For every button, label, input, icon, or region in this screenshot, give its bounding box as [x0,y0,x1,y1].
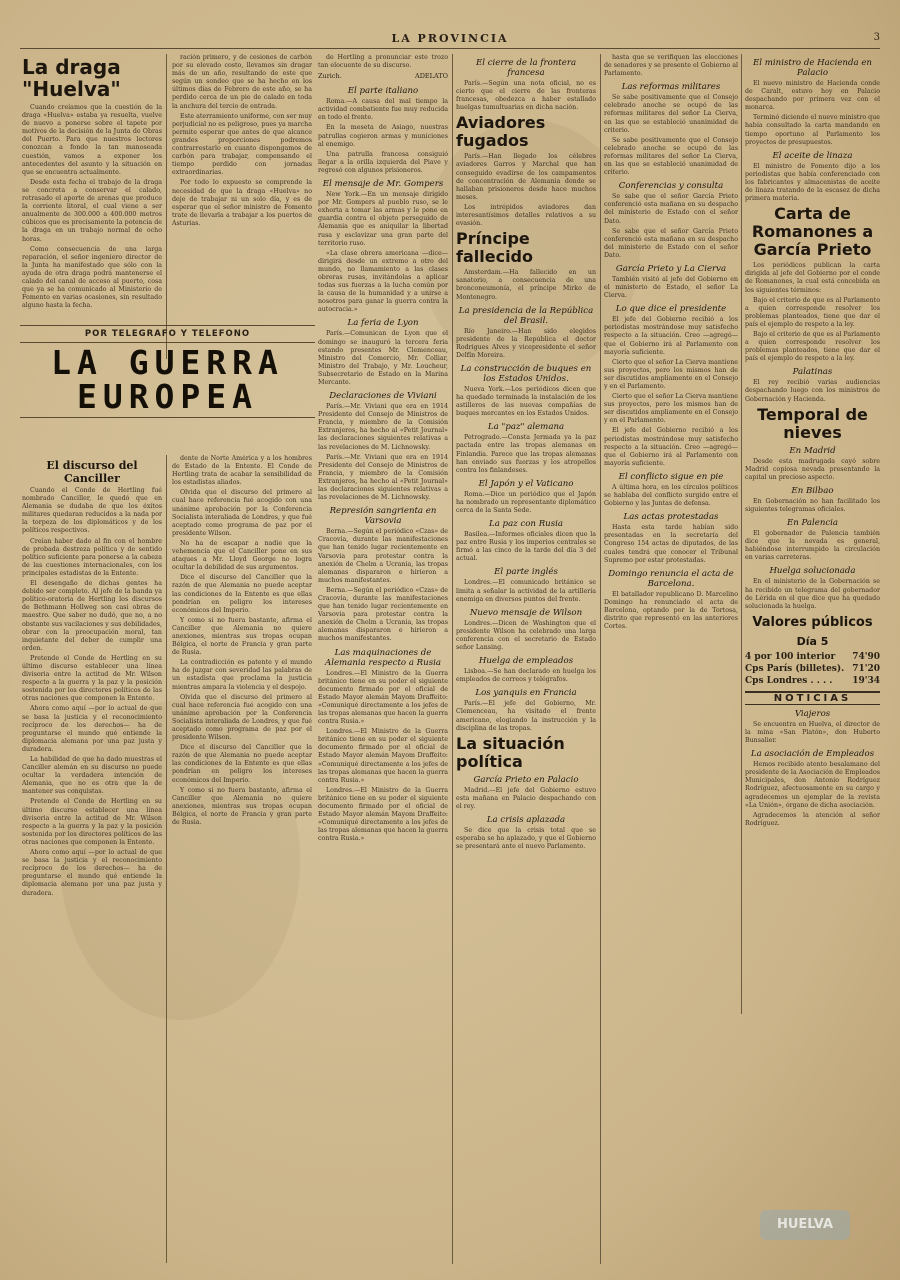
paragraph: Cierto que el señor La Cierva mantiene sus proyectos, pero los mismos han de ser discutidos ampliamente en el Consejo y en el Parlamento. [604,358,738,390]
paragraph: Desde esta madrugada cayó sobre Madrid copiosa nevada presentando la capital un precioso aspecto. [745,457,880,481]
band-deck: El discurso del Canciller [46,459,138,485]
paragraph: Se sabe positivamente que el Consejo celebrado anoche se ocupó de las reformas militares del señor La Cierva, en las que se estableció unanimidad de criterio. [604,136,738,177]
subheading: Domingo renuncia el acta de Barcelona. [608,568,734,589]
price-row [745,663,880,675]
article-draga-huelva [22,54,162,359]
paragraph: hasta que se verifiquen las elecciones de senadores y se presente el Gobierno al Parlamento. [604,54,738,78]
paragraph: Se dice que la crisis total que se esperaba se ha aplazado, y que el Gobierno se presentará ante el nuevo Parlamento. [456,826,596,851]
paragraph: En el ministerio de la Gobernación se ha recibido un telegrama del gobernador de Lérida en el que dice que ha quedado solucionada la huelga. [745,578,880,610]
subheading: La crisis aplazada [486,814,566,825]
paragraph: París.—El jefe del Gobierno, Mr. Clemenceau, ha visitado el frente americano, elogiando la instrucción y la disciplina de las tropas. [456,700,596,732]
subheading: García Prieto en Palacio [473,774,579,785]
paragraph: Roma.—Dice un periódico que el Japón ha nombrado un representante diplomático cerca de la Santa Sede. [456,490,596,514]
paragraph: Y como si no fuera bastante, afirma el Canciller que Alemania no quiere anexiones, mientras sus tropas ocupan Bélgica, el norte de Francia y gran parte de Rusia. [172,786,312,827]
subheading: El cierre de la frontera francesa [475,58,577,78]
noticias-banner: NOTICIAS [745,691,880,705]
paragraph: Se sabe que el señor García Prieto conferenció esta mañana en su despacho del ministerio de Estado con el señor Dato. [604,227,738,259]
article-draga-continued [172,54,312,359]
war-band [20,322,315,421]
subheading: El conflicto sigue en pie [618,471,724,482]
paragraph: Berna.—Según el periódico «Czas» de Cracovia, durante las manifestaciones que han tenido lugar recientemente en Varsovia para protestar contra la anexión de Chelm a Ucrania, las tropas alemanas dispararon e hirieron a muchos manifestantes. [318,528,448,584]
column-rule [741,54,742,1014]
price-value: 19'34 [852,675,880,686]
paragraph: Basilea.—Informes oficiales dicen que la paz entre Rusia y los imperios centrales se firmó a las cinco de la tarde del día 3 del actual. [456,531,596,563]
paragraph: Río Janeiro.—Han sido elegidos presidente de la República el doctor Rodrigues Alves y vicepresidente el señor Delfín Moreira. [456,327,596,359]
right-column [745,54,880,1264]
subheading: Represión sangrienta en Varsovia [329,506,437,527]
prices-title: Valores públicos [752,614,873,630]
canciller-col-right [172,455,312,1263]
subheading: El parte italiano [347,86,419,97]
band-kicker: POR TELEGRAFO Y TELEFONO [84,329,251,339]
subheading: Lo que dice el presidente [615,304,727,315]
paragraph: Olvida que el discurso del primero al cual hace referencia fué acogido con una unánime aprobación por la Conferencia Socialista interaliada de Londres, y que fué aceptado como programa de paz por el presidente Wilson. [172,693,312,742]
paragraph: Berna.—Según el periódico «Czas» de Cracovia, durante las manifestaciones que han tenido lugar recientemente en Varsovia para protestar contra la anexión de Chelm a Ucrania, las tropas alemanas dispararon e hirieron a muchos manifestantes. [318,586,448,643]
paragraph: París.—Mr. Viviani que era en 1914 Presidente del Consejo de Ministros de Francia, y miembro de la Comisión Extranjeros, ha hecho al «Petit Journal» las declaraciones siguientes relativas a las revelaciones de M. Lichnowsky. [318,403,448,451]
subheading: La paz con Rusia [489,519,563,530]
paragraph: Se sabe positivamente que el Consejo celebrado anoche se ocupó de las reformas militares del señor La Cierva, en las que se estableció unanimidad de criterio. [604,94,738,134]
dateline-row [318,72,448,80]
paragraph: El ministro de Fomento dijo a los periodistas que había conferenciado con los fabricantes y almacenistas de aceite de linaza tratando de la escasez de dicha primera materia. [745,162,880,203]
paragraph: El jefe del Gobierno recibió a los periodistas mostrándose muy satisfecho respecto a la situación. Creo —agregó— que el Gobierno irá al Parlamento con mayoría suficiente. [604,427,738,467]
paragraph: Lisboa.—Se han declarado en huelga los empleados de correos y telégrafos. [456,668,596,684]
paragraph: ración primero, y de cesiones de carbón por su elevado costo, llevamos sin dragar más de un año, resultando de este que según un sondeo que se ha hecho en los últimos días de Febrero de este año, se ha perdido cerca de un pie de calado en toda la anchura del tercio de entrada. [172,54,312,110]
subheading: Declaraciones de Viviani [329,391,437,402]
paragraph: El gobernador de Palencia también dice que la nevada es general, habiéndose interrumpido la circulación en varias carreteras. [745,530,880,562]
paragraph: Desde esta fecha el trabajo de la draga se concreta a conservar el calado, retrasado el aporte de arenas que produce la corriente litoral, el cual viene a ser anualmente de 300.000 a 400.000 metros cúbicos que es precisamente la potencia de la draga en un trabajo normal de ocho horas. [22,178,162,243]
canciller-col-left [22,455,162,1263]
prices-table [745,651,880,687]
paragraph: Los intrépidos aviadores dan interesantísimos detalles relativos a su evasión. [456,203,596,228]
paragraph: En Gobernación no han facilitado los siguientes telegramas oficiales. [745,497,880,513]
subheading: La presidencia de la República del Brasil. [458,305,594,326]
headline: La situación política [456,733,565,771]
subheading: El parte inglés [494,567,558,578]
paragraph: Creían haber dado al fin con el hombre de probada destreza política y de sentido político suficiente para ponerse a la cabeza de las cuestiones internacionales, con los principales estadistas de la Entente. [22,537,162,577]
column-rule [166,54,167,359]
paragraph: Londres.—El comunicado británico se limita a señalar la actividad de la artillería enemiga en diversos puntos del frente. [456,579,596,603]
paragraph: Hasta esta tarde habían sido presentadas en la secretaría del Congreso 154 actas de diputados, de las cuales tendrá que conocer el Tribunal Supremo por estar protestadas. [604,524,738,564]
price-value: 74'90 [852,651,880,662]
paragraph: Pretende el Conde de Hertling en su último discurso establecer una línea divisoria entre la actitud de Mr. Wilson respecto a la guerra y la paz y la posición sostenida por los directores políticos de las otras naciones que componen la Entente. [22,654,162,703]
war-news-column [318,54,448,1264]
headline: La draga "Huelva" [22,55,121,101]
masthead [20,34,880,49]
paragraph: Nueva York.—Los periódicos dicen que ha quedado terminada la instalación de los astilleros de las nuevas compañías de buques mercantes en los Estados Unidos. [456,385,596,418]
paragraph: Agradecemos la atención al señor Rodríguez. [745,811,880,827]
paragraph: Londres.—El Ministro de la Guerra británico tiene en su poder el siguiente documento firmado por el oficial de Estado Mayor alemán Mayom Draffeito: «Comuniqué directamente a los jefes de las tropas alemanas que hacen la guerra contra Rusia.» [318,669,448,726]
price-label: Cps Londres . . . . [745,675,833,686]
paragraph: También visitó al jefe del Gobierno en el ministerio de Estado, el señor La Cierva. [604,275,738,300]
subheading: Huelga solucionada [769,566,856,577]
paragraph: Dice el discurso del Canciller que la razón de que Alemania no puede aceptar las condiciones de la Entente es que ellas pondrían en peligro los intereses económicos del Imperio. [172,574,312,614]
subheading: Huelga de empleados [478,656,574,667]
paragraph: Y como si no fuera bastante, afirma el Canciller que Alemania no quiere anexiones, mientras sus tropas ocupan Bélgica, el norte de Francia y gran parte de Rusia. [172,616,312,657]
band-headline-line1: LA GUERRA [51,343,284,382]
paragraph: Madrid.—El jefe del Gobierno estuvo esta mañana en Palacio despachando con el rey. [456,786,596,810]
band-headline-line2: EUROPEA [76,377,259,416]
paragraph: Hemos recibido atento besalamano del presidente de la Asociación de Empleados Municipales, don Antonio Rodríguez Rodríguez, afectuosamente en su cargo y agradecemos un ejemplar de la revista «La Unión», órgano de dicha asociación. [745,761,880,809]
paragraph: Amsterdam.—Ha fallecido en un sanatorio, a consecuencia de una bronconeumonía, el príncipe Mirko de Montenegro. [456,269,596,301]
paragraph: Pretende el Conde de Hertling en su último discurso establecer una línea divisoria entre la actitud de Mr. Wilson respecto a la guerra y la paz y la posición sostenida por los directores políticos de las otras naciones que componen la Entente. [22,798,162,846]
paragraph: Este aterramiento uniforme, con ser muy perjudicial no es peligroso, pues ya marcha permite esperar que antes de que alcance grandes proporciones podremos contrarrestarlo en cuanto dispongamos de carbón para trabajar, compensando el tiempo perdido con jornadas extraordinarias. [172,112,312,177]
paragraph: Roma.—A causa del mal tiempo la actividad combatiente fue muy reducida en todo el frente. [318,98,448,122]
newspaper-title: LA PROVINCIA [391,32,509,45]
paragraph: Dice el discurso del Canciller que la razón de que Alemania no puede aceptar las condiciones de la Entente es que ellas pondrían en peligro los intereses económicos del Imperio. [172,744,312,784]
subheading: La asociación de Empleados [750,749,875,760]
subheading: Palatinas [792,367,833,378]
price-value: 71'20 [852,663,880,674]
paragraph: En la meseta de Asiago, nuestras patrullas cogieron armas y municiones al enemigo. [318,124,448,148]
signature: ADELATO [415,72,448,81]
paragraph: Los periódicos publican la carta dirigida al jefe del Gobierno por el conde de Romanones, la cual está concebida en los siguientes términos: [745,262,880,294]
headline: Temporal de nieves [757,404,868,442]
paragraph: El rey recibió varias audiencias despachando luego con los ministros de Gobernación y Hacienda. [745,379,880,403]
paragraph: Cierto que el señor La Cierva mantiene sus proyectos, pero los mismos han de ser discutidos ampliamente en el Consejo y en el Parlamento. [604,393,738,425]
paragraph: Petrogrado.—Consta Jermada ya la paz pactada entre las tropas alemanas en Finlandia. Parece que las tropas alemanas han enviado sus fuerzas y los atropellos contra los finlandeses. [456,434,596,474]
subheading: En Bilbao [791,485,834,496]
paragraph: Londres.—Dicen de Washington que el presidente Wilson ha celebrado una larga conferencia con el secretario de Estado señor Lansing. [456,619,596,652]
paragraph: Bajo el criterio de que es al Parlamento a quien corresponde resolver los problemas planteados, tiene que dar el país el ejemplo de respeto a la ley. [745,330,880,363]
headline: Carta de Romanones a García Prieto [751,204,874,260]
paragraph: de Hertling a pronunciar este trozo tan elocuente de su discurso. [318,54,448,70]
price-label: Cps París (billetes). [745,663,845,674]
paragraph: Por todo lo expuesto se comprende la necesidad de que la draga «Huelva» no deje de trabajar ni un solo día, y es de esperar que el señor ministro de Fomento trate de llevarla a trabajar a los puertos de Asturias. [172,179,312,227]
paragraph: Olvida que el discurso del primero al cual hace referencia fué acogido con una unánime aprobación por la Conferencia Socialista interaliada de Londres, y que fué aceptado como programa de paz por el presidente Wilson. [172,489,312,537]
paragraph: París.—Comunican de Lyon que el domingo se inauguró la tercera feria estando presentes Mr. Clemenceau, Ministro del Comercio, Mr. Colliar, Ministro del Trabajo, y Mr. Loucheur, Subsecretario de Estado en la Marina Mercante. [318,330,448,386]
paragraph: No ha de escapar a nadie que la vehemencia que el Canciller pone en sus ataques a Mr. Lloyd George no logra ocultar la debilidad de sus argumentos. [172,539,312,572]
headline: Aviadores fugados [456,113,546,151]
news-column-center [456,54,596,1264]
subheading: Las reformas militares [621,82,721,93]
paragraph: París.—Han llegado los célebres aviadores Garros y Marchal que han conseguido evadirse de los campamentos de concentración de Alemania donde se hallaban prisioneros desde hace muchos meses. [456,153,596,201]
paragraph: Londres.—El Ministro de la Guerra británico tiene en su poder el siguiente documento firmado por el oficial de Estado Mayor alemán Mayom Draffeito: «Comuniqué directamente a los jefes de las tropas alemanas que hacen la guerra contra Rusia.» [318,728,448,784]
subheading: Conferencias y consulta [618,181,724,192]
column-rule [166,455,167,1263]
paragraph: Bajo el criterio de que es al Parlamento a quien corresponde resolver los problemas planteados, tiene que dar el país el ejemplo de respeto a la ley. [745,296,880,328]
paragraph: Ahora como aquí —por lo actual de que se basa la justicia y el reconocimiento recíproco de los derechos— ha de preguntarse el mundo qué entiende la diplomacia alemana por una paz justa y duradera. [22,849,162,897]
subheading: Los yanquis en Francia [475,688,577,699]
subheading: El mensaje de Mr. Gompers [322,179,444,190]
column-rule [600,54,601,1264]
subheading: En Palencia [786,518,839,529]
dateline: Zurich. [318,72,342,81]
paragraph: El batallador republicano D. Marcelino Domingo ha renunciado el acta de Barcelona, optando por la de Tortosa, distrito que representó en las anteriores Cortes. [604,590,738,631]
paragraph: Cuando el Conde de Hertling fué nombrado Canciller, le quedó que en Alemania se dudaba de que los éxitos militares quedaran reducidos a la nada por la torpeza de los diplomáticos y de los políticos respectivos. [22,487,162,535]
paragraph: El nuevo ministro de Hacienda conde de Caralt, estuvo hoy en Palacio despachando por primera vez con el monarca. [745,80,880,112]
paragraph: «La clase obrera americana —dice— dirigirá desde un extremo a otro del mundo, no llamamiento a las clases obreras rusas, invitándolas a aplicar todas sus fuerzas a la lucha común por la causa de la humanidad y a unirse a nosotros para ganar la guerra contra la autocracia.» [318,249,448,314]
politics-column [604,54,738,1264]
paragraph: El desengaño de dichas gentes ha debido ser completo. Al jefe de la banda ya político-oratoria de Hertling los discursos de Bethmann Hollweg son casi obras de maestro. Que saber no dudó, que no, a no obstante sus vacilaciones y sus debilidades, obrar con la preocupación moral, tan inquietante del deber de cumplir una orden. [22,580,162,652]
paragraph: París.—Según una nota oficial, no es cierto que el cierre de las fronteras francesas, obedezca a haber estallado huelgas tumultuarias en dicha nación. [456,80,596,112]
price-row [745,675,880,687]
paragraph: A última hora, en los círculos políticos se hablaba del conflicto surgido entre el Gobierno y las Juntas de defensa. [604,483,738,508]
paragraph: Como consecuencia de una larga reparación, el señor ingeniero director de la Junta ha manifestado que sólo con la ayuda de otra draga podrá mantenerse el calado del canal de acceso al puerto, cosa que ya se ha comunicado al Ministerio de Fomento en varias ocasiones, sin resultado alguno hasta la fecha. [22,245,162,310]
subheading: En Madrid [789,445,836,456]
paragraph: La habilidad de que ha dado muestras el Canciller alemán en su discurso no puede ocultar la verdadera intención de Alemania, que no es otra que la de mantener sus conquistas. [22,756,162,796]
page-number: 3 [873,32,880,43]
prices-day: Día 5 [796,634,829,648]
paragraph: Se sabe que el señor García Prieto conferenció esta mañana en su despacho del ministerio de Estado con el señor Dato. [604,193,738,225]
headline: Príncipe fallecido [456,229,533,267]
subheading: El aceite de linaza [772,150,853,161]
paragraph: Terminó diciendo el nuevo ministro que había consultado la carta mandando en tiempo oportuno al Parlamento los proyectos de presupuestos. [745,114,880,146]
paragraph: París.—Mr. Viviani que era en 1914 Presidente del Consejo de Ministros de Francia, y miembro de la Comisión Extranjeros, ha hecho al «Petit Journal» las declaraciones siguientes relativas a las revelaciones de M. Lichnowsky. [318,453,448,502]
subheading: La "paz" alemana [487,422,565,433]
column-rule [452,54,453,1264]
paragraph: Se encuentra en Huelva, el director de la mina «San Platón», don Huberto Bunsalier. [745,720,880,745]
paragraph: New York.—En un mensaje dirigido por Mr. Gompers al pueblo ruso, se le exhorta a tomar las armas y le pone en guardia contra el objeto perseguido de Alemania que es aniquilar la libertad rusa y esclavizar una gran parte del territorio ruso. [318,191,448,247]
library-watermark-logo: HUELVA [760,1210,850,1240]
paragraph: Cuando creíamos que la cuestión de la draga «Huelva» estaba ya resuelta, vuelve de nuevo a ponerse sobre el tapete por motivos de la decisión de la Junta de Obras del Puerto. Para que nuestros lectores conozcan a fondo la tan manoseada cuestión, vamos a exponer los antecedentes del asunto y la situación en que se encuentra actualmente. [22,104,162,176]
subheading: Las maquinaciones de Alemania respecto a Rusia [325,647,441,668]
price-label: 4 por 100 interior [745,651,836,662]
subheading: El Japón y el Vaticano [478,478,574,489]
subheading: Las actas protestadas [623,512,719,523]
subheading: La construcción de buques en los Estados Unidos. [460,363,592,384]
paragraph: Londres.—El Ministro de la Guerra británico tiene en su poder el siguiente documento firmado por el oficial de Estado Mayor alemán Mayom Draffeito: «Comuniqué directamente a los jefes de las tropas alemanas que hacen la guerra contra Rusia.» [318,786,448,843]
paragraph: La contradicción es patente y el mundo ha de juzgar con severidad las palabras de un estadista que proclama la justicia mientras ampara la violencia y el despojo. [172,659,312,691]
paragraph: El jefe del Gobierno recibió a los periodistas mostrándose muy satisfecho respecto a la situación. Creo —agregó— que el Gobierno irá al Parlamento con mayoría suficiente. [604,316,738,356]
price-row [745,651,880,663]
paragraph: Una patrulla francesa consiguió llegar a la orilla izquierda del Piave y regresó con algunos prisioneros. [318,150,448,174]
subheading: García Prieto y La Cierva [615,263,727,274]
subheading: La feria de Lyon [347,318,419,329]
subheading: Viajeros [794,708,831,719]
paragraph: dente de Norte América y a los hombres de Estado de la Entente. El Conde de Hertling trata de acabar la sensibilidad de los estadistas aliados. [172,455,312,487]
paragraph: Ahora como aquí —por lo actual de que se basa la justicia y el reconocimiento recíproco de los derechos— ha de preguntarse el mundo qué entiende la diplomacia alemana por una paz justa y duradera. [22,705,162,753]
subheading: El ministro de Hacienda en Palacio [753,58,872,78]
subheading: Nuevo mensaje de Wilson [469,607,583,618]
